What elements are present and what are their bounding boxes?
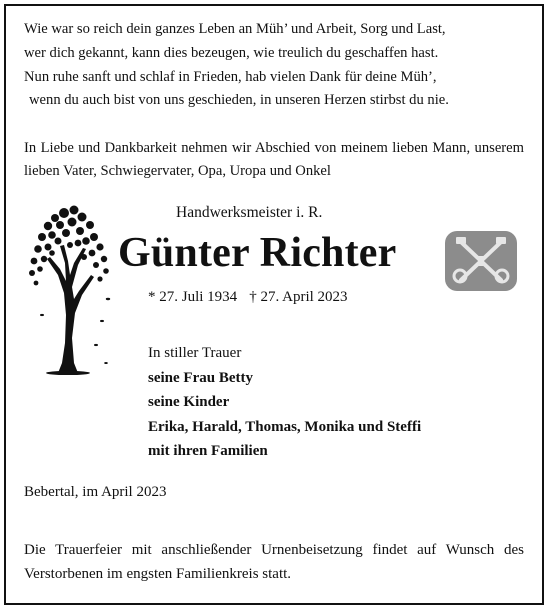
life-dates bbox=[148, 289, 348, 306]
tree-silhouette-icon bbox=[22, 203, 114, 375]
mourner-wife: seine Frau Betty bbox=[148, 369, 253, 386]
poem-line: Nun ruhe sanft und schlaf in Frieden, hab vielen Dank für deine Müh’, bbox=[24, 68, 437, 85]
farewell-intro: In Liebe und Dankbarkeit nehmen wir Abschied von meinem lieben Mann, unserem lieben Vater, Schwiegervater, Opa, Uropa und Onkel bbox=[24, 140, 524, 179]
mourner-children: Erika, Harald, Thomas, Monika und Steffi bbox=[148, 418, 422, 435]
mourner-families: mit ihren Familien bbox=[148, 443, 268, 459]
poem bbox=[24, 18, 529, 113]
poem-line: Wie war so reich dein ganzes Leben an Müh’ und Arbeit, Sorg und Last, bbox=[24, 21, 446, 37]
deceased-title: Handwerksmeister i. R. bbox=[176, 204, 323, 221]
poem-line: wenn du auch bist von uns geschieden, in unseren Herzen stirbst du nie. bbox=[29, 92, 449, 109]
death-date: † 27. April 2023 bbox=[249, 289, 348, 305]
mourner-children-label: seine Kinder bbox=[148, 394, 230, 410]
poem-line: wer dich gekannt, kann dies bezeugen, wie treulich du geschaffen hast. bbox=[24, 44, 439, 61]
mourners-block bbox=[148, 341, 421, 464]
crossed-keys-emblem-icon bbox=[444, 230, 518, 292]
funeral-note: Die Trauerfeier mit anschließender Urnenbeisetzung findet auf Wunsch des Verstorbenen im engsten Familienkreis statt. bbox=[24, 542, 524, 582]
birth-date: * 27. Juli 1934 bbox=[148, 289, 238, 305]
place-date: Bebertal, im April 2023 bbox=[24, 484, 167, 500]
deceased-name: Günter Richter bbox=[118, 230, 397, 276]
mourners-intro: In stiller Trauer bbox=[148, 345, 242, 361]
